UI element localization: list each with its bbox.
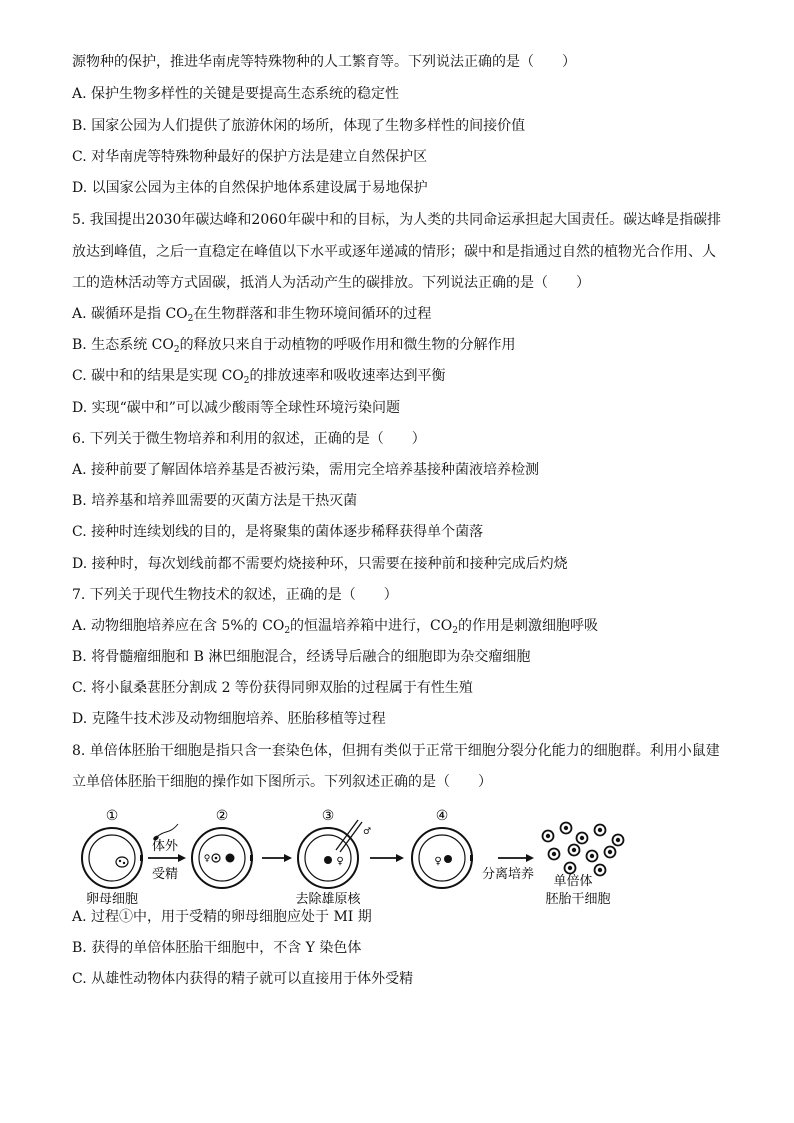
text-span: B. 生态系统 CO: [72, 337, 174, 353]
haploid-label: 单倍体: [553, 874, 593, 889]
haploid-es-cell-diagram: [70, 808, 630, 908]
text-line: 6. 下列关于微生物培养和利用的叙述，正确的是（ ）: [72, 431, 426, 447]
subscript: 2: [173, 345, 180, 355]
text-line: 立单倍体胚胎干细胞的操作如下图所示。下列叙述正确的是（ ）: [72, 774, 492, 790]
subscript: 2: [284, 626, 291, 636]
oocyte-cell: [82, 828, 143, 888]
step-label-3: ③: [321, 808, 335, 824]
es-cell-nucleus: [608, 850, 612, 854]
subscript: 2: [187, 314, 194, 324]
remove-male-pronucleus-label: 去除雄原核: [295, 892, 361, 907]
text-line: [72, 335, 516, 355]
text-line: C. 将小鼠桑葚胚分割成 2 等份获得同卵双胎的过程属于有性生殖: [72, 680, 473, 696]
es-cell-nucleus: [580, 836, 584, 840]
enucleation-cell: [298, 820, 371, 888]
text-line: D. 以国家公园为主体的自然保护地体系建设属于易地保护: [72, 180, 428, 196]
step-label-4: ④: [435, 808, 449, 824]
es-cell-nucleus: [546, 834, 550, 838]
text-line: 8. 单倍体胚胎干细胞是指只含一套染色体，但拥有类似于正常干细胞分裂分化能力的细胞群。利用小鼠建: [72, 743, 720, 759]
text-span: C. 碳中和的结果是实现 CO: [72, 368, 244, 384]
fertilization-label-2: 受精: [151, 867, 179, 882]
text-line: B. 将骨髓瘤细胞和 B 淋巴细胞混合，经诱导后融合的细胞即为杂交瘤细胞: [72, 649, 531, 665]
es-cell-nucleus: [572, 848, 576, 852]
text-line: C. 从雄性动物体内获得的精子就可以直接用于体外受精: [72, 971, 414, 987]
text-line: B. 获得的单倍体胚胎干细胞中，不含 Y 染色体: [72, 940, 362, 956]
step-label-2: ②: [215, 808, 229, 824]
text-line: A. 接种前要了解固体培养基是否被污染，需用完全培养基接种菌液培养检测: [72, 462, 540, 478]
fertilization-label-1: 体外: [151, 839, 179, 854]
text-line: C. 接种时连续划线的目的，是将聚集的菌体逐步稀释获得单个菌落: [72, 524, 484, 540]
text-line: [72, 366, 446, 386]
text-line: D. 接种时，每次划线前都不需要灼烧接种环，只需要在接种前和接种完成后灼烧: [72, 556, 568, 572]
text-span: A. 动物细胞培养应在含 5%的 CO: [72, 618, 285, 634]
text-line: A. 保护生物多样性的关键是要提高生态系统的稳定性: [72, 86, 400, 102]
text-line: A. 过程①中，用于受精的卵母细胞应处于 MI 期: [72, 909, 372, 925]
step-label-1: ①: [105, 808, 119, 824]
oocyte-label: 卵母细胞: [85, 892, 139, 907]
es-cell-nucleus: [590, 854, 594, 858]
female-symbol-3: ♀: [336, 856, 344, 867]
text-span: 的排放速率和吸收速率达到平衡: [249, 368, 446, 384]
text-span: 的恒温培养箱中进行，CO: [290, 618, 453, 634]
text-line: 5. 我国提出2030年碳达峰和2060年碳中和的目标，为人类的共同命运承担起大国责任。碳达峰是指碳排: [72, 212, 722, 228]
text-line: [72, 304, 431, 324]
es-cell-nucleus: [598, 868, 602, 872]
es-cell-nucleus: [598, 828, 602, 832]
female-symbol: ♀: [203, 854, 211, 864]
subscript: 2: [243, 376, 250, 386]
text-line: B. 培养基和培养皿需要的灭菌方法是干热灭菌: [72, 493, 358, 509]
text-line: [72, 616, 598, 636]
es-cells-label: 胚胎干细胞: [545, 892, 611, 907]
text-span: 的作用是刺激细胞呼吸: [457, 618, 598, 634]
es-cell-nucleus: [564, 826, 568, 830]
text-line: D. 实现“碳中和”可以减少酸雨等全球性环境污染问题: [72, 400, 400, 416]
separation-culture-label: 分离培养: [481, 867, 535, 882]
text-line: 工的造林活动等方式固碳，抵消人为活动产生的碳排放。下列说法正确的是（ ）: [72, 275, 590, 291]
text-line: 放达到峰值，之后一直稳定在峰值以下水平或逐年递减的情形；碳中和是指通过自然的植物光合作用、人: [72, 244, 716, 260]
female-symbol-4: ♀: [434, 856, 442, 867]
subscript: 2: [452, 626, 458, 636]
text-span: 的释放只来自于动植物的呼吸作用和微生物的分解作用: [179, 337, 516, 353]
zygote-cell: [192, 828, 253, 888]
haploid-cell: [412, 828, 473, 888]
text-line: D. 克隆牛技术涉及动物细胞培养、胚胎移植等过程: [72, 711, 386, 727]
text-line: 7. 下列关于现代生物技术的叙述，正确的是（ ）: [72, 587, 398, 603]
haploid-es-cells-cluster: [543, 823, 624, 876]
text-span: A. 碳循环是指 CO: [72, 306, 188, 322]
text-line: C. 对华南虎等特殊物种最好的保护方法是建立自然保护区: [72, 149, 428, 165]
male-symbol: ♂: [362, 827, 372, 837]
text-line: 源物种的保护，推进华南虎等特殊物种的人工繁育等。下列说法正确的是（ ）: [72, 54, 576, 70]
es-cell-nucleus: [552, 852, 556, 856]
text-line: B. 国家公园为人们提供了旅游休闲的场所，体现了生物多样性的间接价值: [72, 118, 526, 134]
es-cell-nucleus: [616, 838, 620, 842]
es-cell-nucleus: [568, 866, 572, 870]
text-span: 在生物群落和非生物环境间循环的过程: [193, 306, 432, 322]
